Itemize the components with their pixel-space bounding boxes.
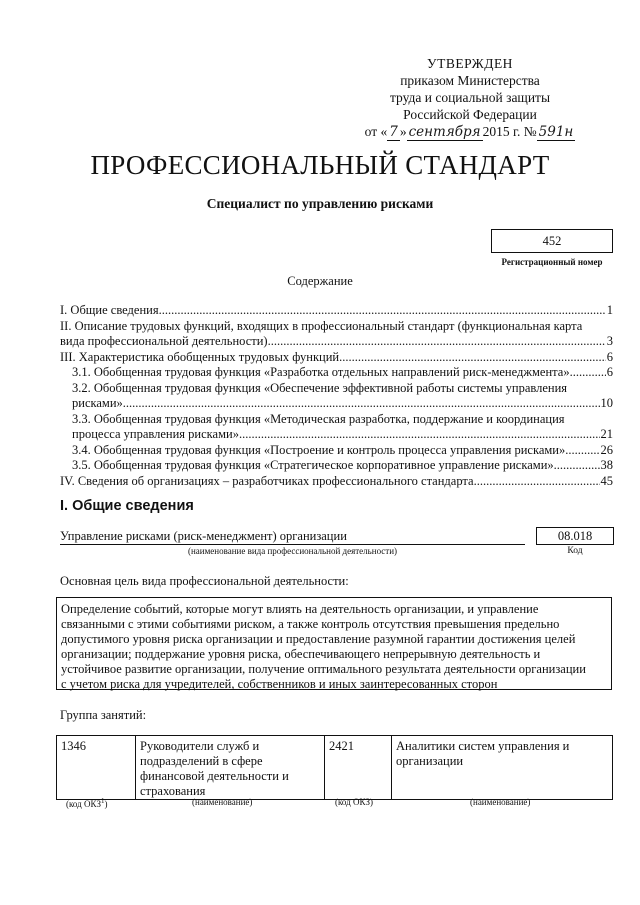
toc-entry-line: 3.3. Обобщенная трудовая функция «Методическая разработка, поддержание и координация [72, 411, 565, 426]
table-of-contents [60, 303, 613, 489]
okz-name-2: Аналитики систем управления и организации [392, 736, 613, 800]
table-row [57, 736, 613, 800]
toc-entry [60, 365, 613, 381]
activity-caption: (наименование вида профессиональной деятельности) [187, 546, 398, 556]
activity-name: Управление рисками (риск-менеджмент) организации [60, 529, 525, 545]
toc-page-number: 21 [600, 427, 613, 441]
goal-label: Основная цель вида профессиональной деятельности: [60, 574, 349, 588]
activity-code-caption: Код [567, 546, 583, 556]
order-day: 7 [389, 124, 398, 140]
order-number: 591н [538, 124, 574, 140]
order-from: от « [364, 124, 388, 139]
toc-page-number: 10 [600, 396, 613, 410]
goal-text-line: связанными с этими событиями риском, а также контроль отсутствия превышения предельно [61, 617, 560, 631]
toc-page-number: 3 [606, 334, 613, 348]
goal-text-line: допустимого уровня риска организации и предоставление разумной гарантии достижения целей [61, 632, 576, 646]
goal-text-line: организации; поддержание уровня риска, обеспечивающего непрерывную деятельность и [61, 647, 541, 661]
toc-entry-title: 3.5. Обобщенная трудовая функция «Стратегическое корпоративное управление рисками» [72, 458, 554, 472]
toc-entry-line: 3.2. Обобщенная трудовая функция «Обеспечение эффективной работы системы управления [72, 380, 568, 395]
toc-dot-leader [570, 365, 606, 381]
okz-code-1: 1346 [57, 736, 136, 800]
toc-dot-leader [474, 474, 600, 490]
toc-heading: Содержание [287, 274, 353, 288]
toc-entry [60, 458, 613, 474]
toc-dot-leader [268, 334, 606, 350]
approval-title: УТВЕРЖДЕН [427, 56, 513, 71]
toc-dot-leader [159, 303, 606, 319]
goal-text-box [56, 597, 612, 690]
approval-block [330, 55, 610, 141]
toc-entry-title: IV. Сведения об организациях – разработчиках профессионального стандарта [60, 473, 474, 488]
toc-page-number: 1 [606, 303, 613, 317]
approval-line-2: труда и социальной защиты [389, 90, 551, 105]
toc-entry-title: 3.1. Обобщенная трудовая функция «Разработка отдельных направлений риск-менеджмента» [72, 365, 570, 379]
toc-entry-title: I. Общие сведения [60, 303, 159, 317]
toc-entry [60, 319, 613, 350]
toc-entry [60, 412, 613, 443]
registration-number-label: Регистрационный номер [501, 257, 603, 267]
order-date-line [365, 123, 576, 141]
toc-page-number: 38 [600, 458, 613, 472]
toc-dot-leader [554, 458, 600, 474]
toc-entry [60, 381, 613, 412]
order-month: сентября [408, 124, 481, 140]
document-subtitle: Специалист по управлению рисками [206, 196, 434, 211]
toc-entry [60, 474, 613, 490]
order-year: 2015 г. № [482, 124, 537, 139]
toc-dot-leader [239, 427, 600, 443]
toc-page-number: 26 [600, 442, 613, 457]
approval-line-3: Российской Федерации [403, 107, 537, 122]
toc-dot-leader [565, 443, 599, 459]
section-heading: I. Общие сведения [60, 498, 194, 514]
toc-dot-leader [339, 350, 606, 366]
okz-name-1: Руководители служб и подразделений в сфере финансовой деятельности и страхования [136, 736, 325, 800]
goal-text-line: с учетом риска для учредителей, собственников и иных заинтересованных сторон [61, 677, 498, 691]
registration-number-box: 452 [491, 229, 613, 253]
activity-code: 08.018 [536, 527, 614, 545]
okz-caption-1: (код ОКЗ$^1$) [66, 797, 108, 809]
toc-entry-title: III. Характеристика обобщенных трудовых функций [60, 349, 340, 364]
order-day-close: » [399, 124, 407, 139]
occupation-group-table [56, 735, 613, 800]
toc-entry-title: вида профессиональной деятельности) [60, 334, 268, 348]
toc-dot-leader [123, 396, 600, 412]
okz-code-2: 2421 [325, 736, 392, 800]
okz-name-caption-1: (наименование) [192, 797, 253, 807]
toc-entry-line: II. Описание трудовых функций, входящих в профессиональный стандарт (функциональная карта [60, 318, 583, 333]
toc-entry-title: рисками» [72, 396, 123, 410]
okz-name-caption-2: (наименование) [470, 797, 531, 807]
toc-page-number: 6 [606, 365, 613, 379]
goal-text-line: Определение событий, которые могут влиять на деятельность организации, и управление [61, 602, 539, 616]
toc-entry [60, 350, 613, 366]
group-label: Группа занятий: [60, 708, 147, 722]
toc-entry-title: 3.4. Обобщенная трудовая функция «Построение и контроль процесса управления рисками» [72, 442, 566, 457]
goal-text-line: устойчивое развитие организации, получение оптимального результата деятельности организации [61, 662, 586, 676]
toc-entry-title: процесса управления рисками» [72, 427, 239, 441]
toc-page-number: 6 [606, 349, 613, 364]
approval-line-1: приказом Министерства [400, 73, 540, 88]
okz-caption-2: (код ОКЗ) [335, 797, 373, 807]
toc-entry [60, 443, 613, 459]
toc-page-number: 45 [600, 473, 613, 488]
toc-entry [60, 303, 613, 319]
document-title: ПРОФЕССИОНАЛЬНЫЙ СТАНДАРТ [90, 150, 550, 180]
